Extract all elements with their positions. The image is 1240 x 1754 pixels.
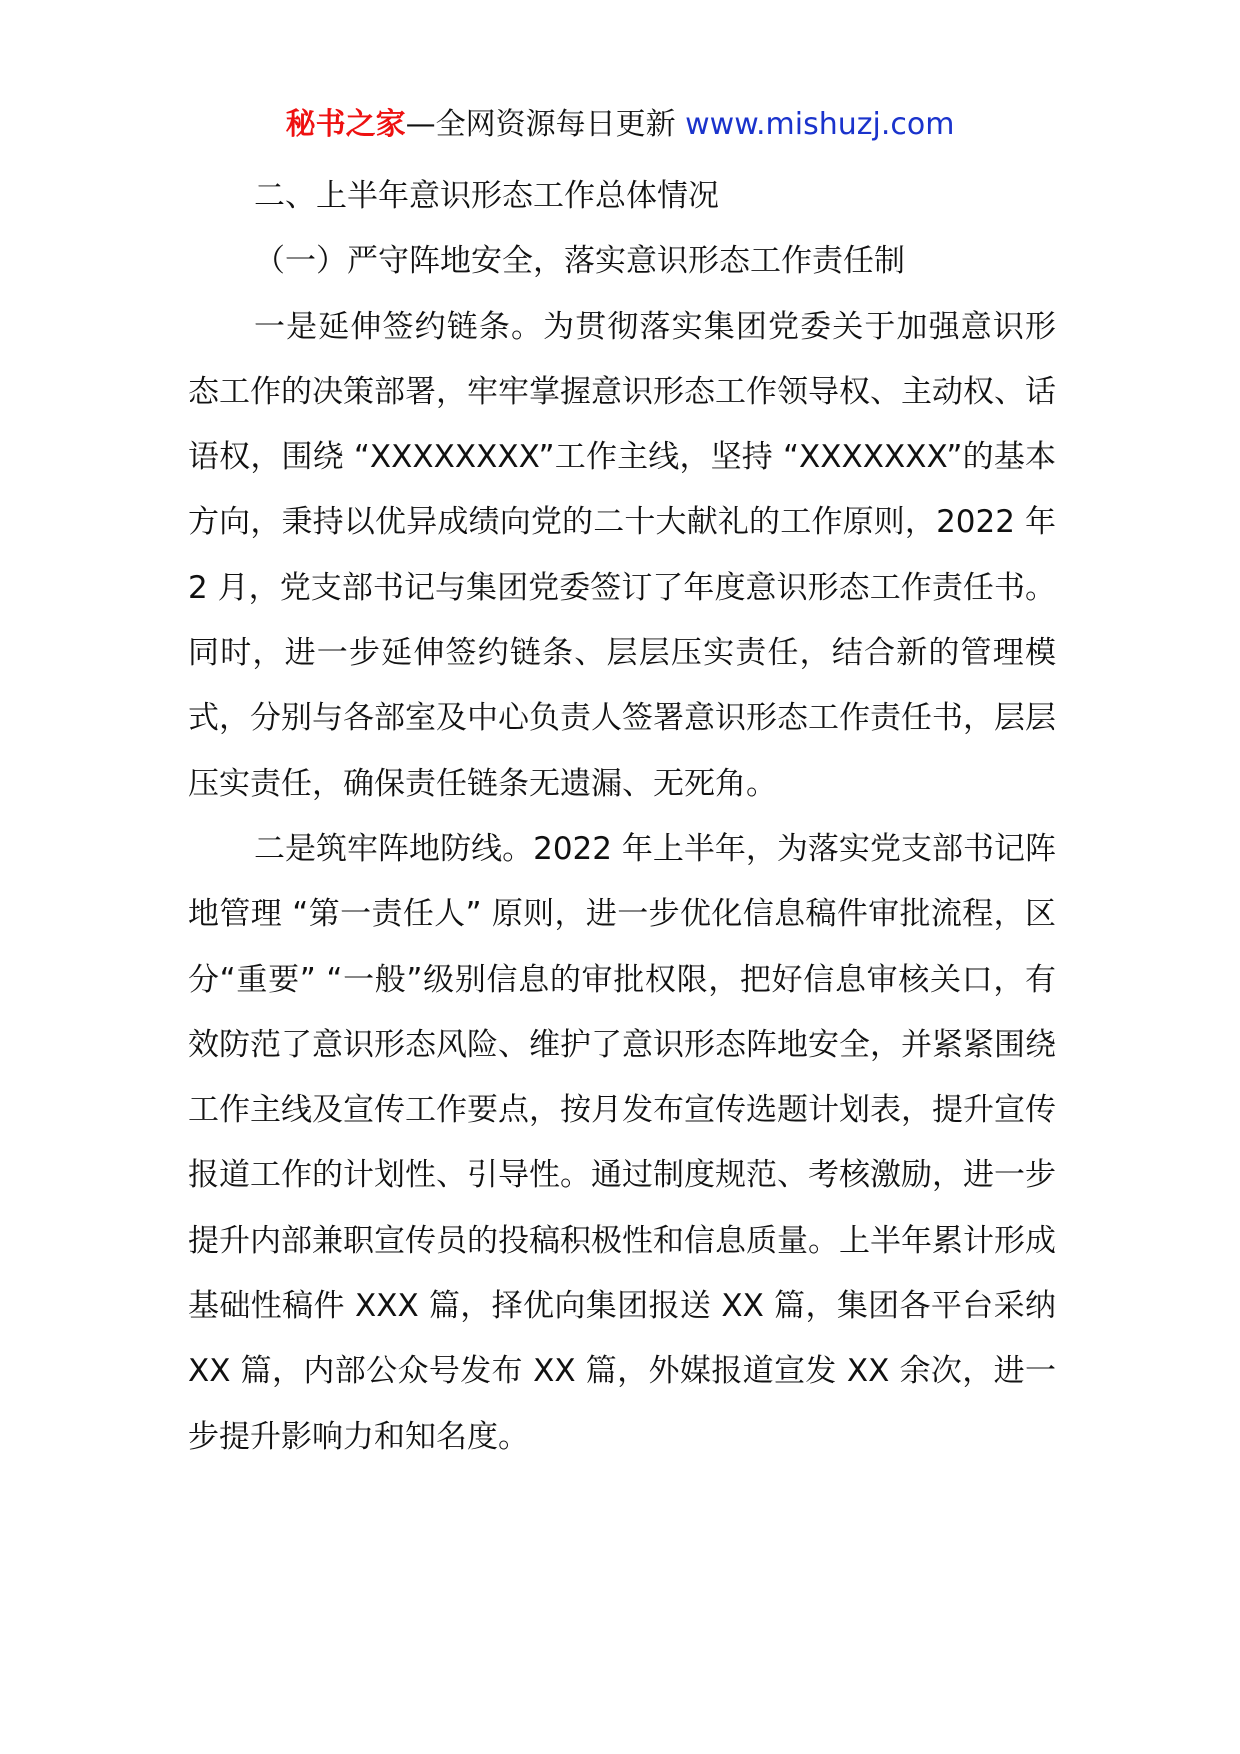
subsection-heading: （一）严守阵地安全，落实意识形态工作责任制 bbox=[254, 243, 905, 280]
section-heading: 二、上半年意识形态工作总体情况 bbox=[254, 178, 719, 214]
paragraph-signing-chain: 一是延伸签约链条。为贯彻落实集团党委关于加强意识形态工作的决策部署，牢牢掌握意识形态工作领导权、主动权、话语权，围绕 “XXXXXXXX”工作主线，坚持 “XXXXXXX”的基本方向，秉持以优异成绩向党的二十大献礼的工作原则，2022 年 2 月，党支部书记与集团党委签订了年度意识形态工作责任书。同时，进一步延伸签约链条、层层压实责任，结合新的管理模式，分别与各部室及中心负责人签署意识形态工作责任书，层层压实责任，确保责任链条无遗漏、无死角。 bbox=[188, 308, 1056, 802]
website-link[interactable]: www.mishuzj.com bbox=[685, 107, 955, 142]
header-slogan: —全网资源每日更新 bbox=[405, 107, 686, 142]
paragraph-position-defense: 二是筑牢阵地防线。2022 年上半年，为落实党支部书记阵地管理 “第一责任人” 原则，进一步优化信息稿件审批流程，区分“重要” “一般”级别信息的审批权限，把好信息审核关口，有效防范了意识形态风险、维护了意识形态阵地安全，并紧紧围绕工作主线及宣传工作要点，按月发布宣传选题计划表，提升宣传报道工作的计划性、引导性。通过制度规范、考核激励，进一步提升内部兼职宣传员的投稿积极性和信息质量。上半年累计形成基础性稿件 XXX 篇，择优向集团报送 XX 篇，集团各平台采纳 XX 篇，内部公众号发布 XX 篇，外媒报道宣发 XX 余次，进一步提升影响力和知名度。 bbox=[188, 830, 1056, 1455]
page-header bbox=[0, 103, 1240, 147]
document-body bbox=[188, 164, 1056, 1470]
brand-name: 秘书之家 bbox=[285, 107, 406, 142]
